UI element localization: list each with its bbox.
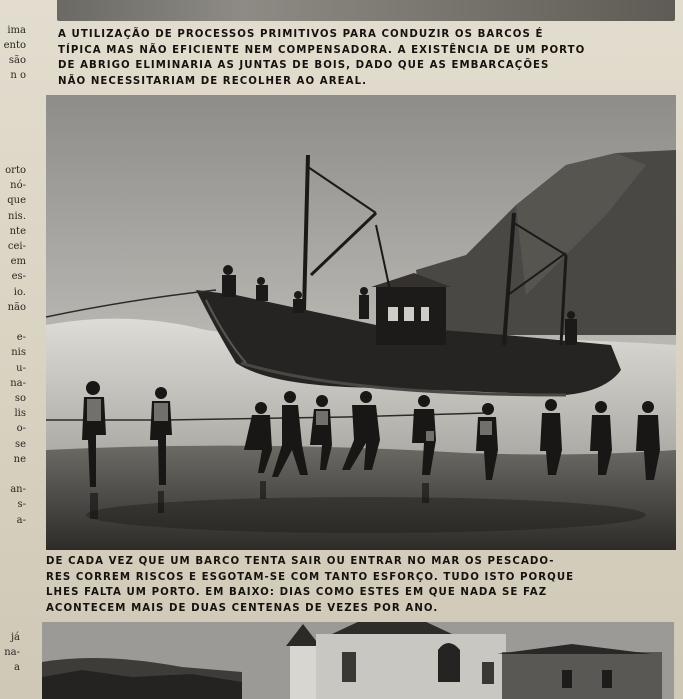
caption-line: A UTILIZAÇÃO DE PROCESSOS PRIMITIVOS PARA CONDUZIR OS BARCOS É	[58, 29, 544, 40]
caption-line: TÍPICA MAS NÃO EFICIENTE NEM COMPENSADORA. A EXISTÊNCIA DE UM PORTO	[58, 44, 586, 56]
column-fragment: es-	[11, 271, 26, 283]
caption-top	[58, 27, 598, 89]
column-fragment: nó-	[10, 180, 26, 192]
top-photo-strip	[57, 0, 675, 21]
caption-line: RES CORREM RISCOS E ESGOTAM-SE COM TANTO ESFORÇO. TUDO ISTO PORQUE	[46, 571, 575, 583]
caption-line: DE CADA VEZ QUE UM BARCO TENTA SAIR OU ENTRAR NO MAR OS PESCADO-	[46, 556, 555, 567]
column-fragment: ne	[13, 453, 26, 465]
caption-line: NÃO NECESSITARIAM DE RECOLHER AO AREAL.	[58, 75, 368, 87]
column-fragment: n o	[10, 70, 26, 81]
caption-line: DE ABRIGO ELIMINARIA AS JUNTAS DE BOIS, DADO QUE AS EMBARCAÇÕES	[58, 60, 550, 72]
column-fragment: io.	[13, 286, 26, 298]
column-fragment: nte	[9, 225, 26, 237]
column-fragment: ento	[3, 40, 26, 51]
column-fragment: a	[14, 662, 20, 673]
column-fragment: já	[10, 632, 20, 643]
column-fragment: a-	[16, 514, 26, 526]
column-fragment: lis	[14, 408, 26, 420]
column-fragment: nis.	[8, 210, 26, 222]
adjacent-column-fragments	[0, 0, 30, 699]
column-fragment: o-	[16, 423, 26, 435]
column-fragment: orto	[5, 165, 26, 176]
main-photo	[46, 95, 676, 550]
column-fragment: em	[10, 256, 26, 268]
column-fragment: são	[8, 55, 26, 66]
column-fragment: s-	[17, 499, 26, 511]
boat-beach-photo	[46, 95, 676, 550]
column-fragment: an-	[10, 484, 26, 496]
adjacent-column-bottom-fragments	[0, 630, 22, 675]
column-fragment: se	[14, 438, 26, 450]
column-fragment: na-	[10, 377, 26, 389]
caption-line: ACONTECEM MAIS DE DUAS CENTENAS DE VEZES POR ANO.	[46, 602, 439, 614]
column-fragment: u-	[16, 362, 26, 374]
buildings-photo	[42, 622, 674, 699]
column-fragment: so	[14, 393, 26, 404]
column-fragment: nis	[11, 347, 26, 359]
column-fragment: na-	[4, 647, 20, 658]
column-fragment: não	[7, 301, 26, 313]
caption-line: LHES FALTA UM PORTO. EM BAIXO: DIAS COMO ESTES EM QUE NADA SE FAZ	[46, 587, 548, 599]
column-fragment: e-	[16, 332, 26, 344]
column-fragment: cei-	[7, 241, 26, 252]
column-fragment: que	[7, 195, 26, 207]
bottom-photo	[42, 622, 674, 699]
column-fragment: ima	[7, 25, 26, 36]
caption-bottom	[46, 554, 601, 616]
